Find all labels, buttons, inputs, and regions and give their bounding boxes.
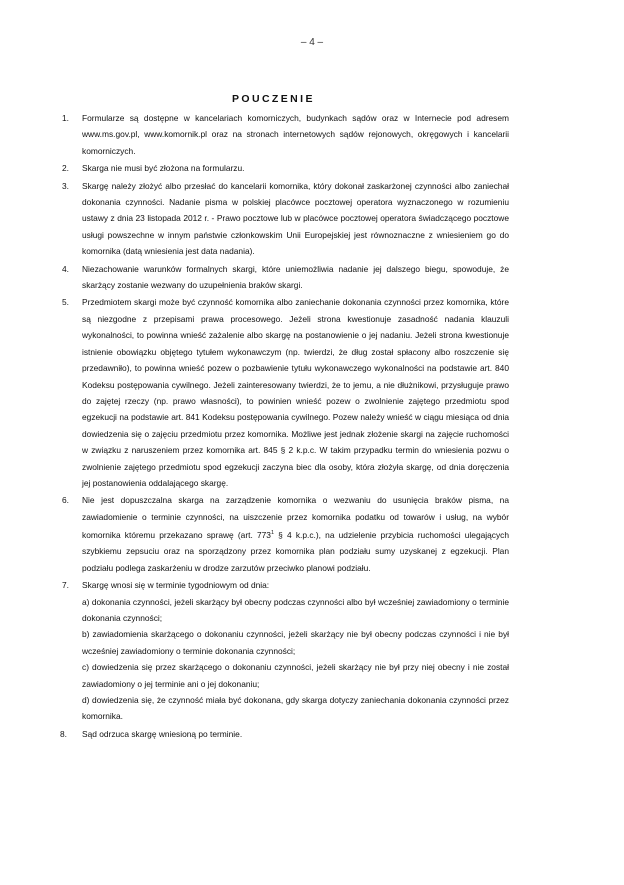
item-text: Skarga nie musi być złożona na formularzu. xyxy=(82,163,245,174)
item-number: 8. xyxy=(60,728,67,739)
page-number: – 4 – xyxy=(300,37,324,48)
item-number: 4. xyxy=(62,263,69,274)
item-number: 2. xyxy=(62,163,69,174)
instruction-list xyxy=(0,110,624,743)
item-text-part: § 4 k.p.c.), na udzielenie przybicia ruchomości ulegających szybkiemu zepsuciu oraz na sporządzony przez komornika plan podziału sumy uzyskanej z egzekucji. Plan podziału podlega zaskarżeniu w drodze zarzutów przeciwko planowi podziału. xyxy=(82,529,509,573)
item-text: Formularze są dostępne w kancelariach komorniczych, budynkach sądów oraz w Internecie pod adresem www.ms.gov.pl, www.komornik.pl oraz na stronach internetowych sądów rejonowych, okręgowych i kancelarii komorniczych. xyxy=(82,113,509,156)
item-text: Skargę wnosi się w terminie tygodniowym od dnia: xyxy=(82,580,270,591)
sub-item: c) dowiedzenia się przez skarżącego o dokonaniu czynności, jeżeli skarżący nie był przy niej obecny i nie został zawiadomiony o jej terminie ani o jej dokonaniu; xyxy=(82,662,509,689)
item-number: 3. xyxy=(62,180,69,191)
item-number: 6. xyxy=(62,495,69,506)
item-text: Sąd odrzuca skargę wniesioną po terminie. xyxy=(82,728,243,739)
item-number: 1. xyxy=(62,113,69,123)
section-heading: POUCZENIE xyxy=(232,93,315,105)
item-text-part: Nie jest dopuszczalna skarga na zarządzenie komornika o wezwaniu do usunięcia braków pisma, na zawiadomienie o terminie czynności, na uiszczenie przez komornika podatku od towarów i usług, na wybór komornika któremu przekazano sprawę (art. 773 xyxy=(82,495,509,540)
sub-item: d) dowiedzenia się, że czynność miała być dokonana, gdy skarga dotyczy zaniechania dokonania czynności przez komornika. xyxy=(82,695,509,722)
list-item xyxy=(0,178,624,260)
list-item xyxy=(0,110,624,159)
superscript: 1 xyxy=(270,530,274,537)
item-text: Skargę należy złożyć albo przesłać do kancelarii komornika, który dokonał zaskarżonej czynności albo zaniechał dokonania czynności. Nadanie pisma w polskiej placówce pocztowej operatora wyznaczonego w rozumieniu ustawy z dnia 23 listopada 2012 r. - Prawo pocztowe lub w placówce pocztowej operatora świadczącego pocztowe usługi powszechne w innym państwie członkowskim Unii Europejskiej jest równoznaczne z wniesieniem go do komornika (datą wniesienia jest data nadania). xyxy=(82,180,509,257)
item-text: Przedmiotem skargi może być czynność komornika albo zaniechanie dokonania czynności przez komornika, które są niezgodne z przepisami prawa procesowego. Jeżeli strona kwestionuje zasadność nadania klauzuli wykonalności, to powinna wnieść zażalenie albo skargę na postanowienie o jej nadaniu. Jeżeli strona kwestionuje istnienie obowiązku objętego tytułem wykonawczym (np. twierdzi, że dług został spłacony albo roszczenie się przedawniło), to powinna wnieść pozew o pozbawienie tytułu wykonawczego wykonalności na podstawie art. 840 Kodeksu postępowania cywilnego. Jeżeli zainteresowany twierdzi, że to jemu, a nie dłużnikowi, przysługuje prawo do zajętej rzeczy (np. prawo własności), to powinien wnieść pozew o zwolnienie zajętego przedmiotu spod egzekucji na podstawie art. 841 Kodeksu postępowania cywilnego. Pozew należy wnieść w ciągu miesiąca od dnia dowiedzenia się o zajęciu przedmiotu przez komornika. Możliwe jest jednak złożenie skargi na zajęcie ruchomości w związku z naruszeniem przez komornika art. 845 § 2 k.p.c. W takim przypadku termin do wniesienia pozwu o zwolnienie zajętego przedmiotu spod egzekucji zaczyna biec dla osoby, która złożyła skargę, od dnia doręczenia jej postanowienia oddalającego skargę. xyxy=(82,297,509,488)
item-text xyxy=(82,492,509,576)
item-number: 7. xyxy=(62,580,69,591)
item-number: 5. xyxy=(62,297,69,308)
list-item xyxy=(0,294,624,491)
list-item xyxy=(0,160,624,176)
list-item xyxy=(0,726,624,742)
sub-item: b) zawiadomienia skarżącego o dokonaniu czynności, jeżeli skarżący nie był obecny podczas czynności i nie był wcześniej zawiadomiony o terminie dokonania czynności; xyxy=(82,629,509,656)
list-item xyxy=(0,577,624,725)
item-text: Niezachowanie warunków formalnych skargi, które uniemożliwia nadanie jej dalszego biegu, spowoduje, że skarżący zostanie wezwany do uzupełnienia braków skargi. xyxy=(82,263,509,291)
sub-item: a) dokonania czynności, jeżeli skarżący był obecny podczas czynności albo był wcześniej zawiadomiony o terminie dokonania czynności; xyxy=(82,596,509,623)
list-item xyxy=(0,261,624,294)
list-item xyxy=(0,492,624,576)
